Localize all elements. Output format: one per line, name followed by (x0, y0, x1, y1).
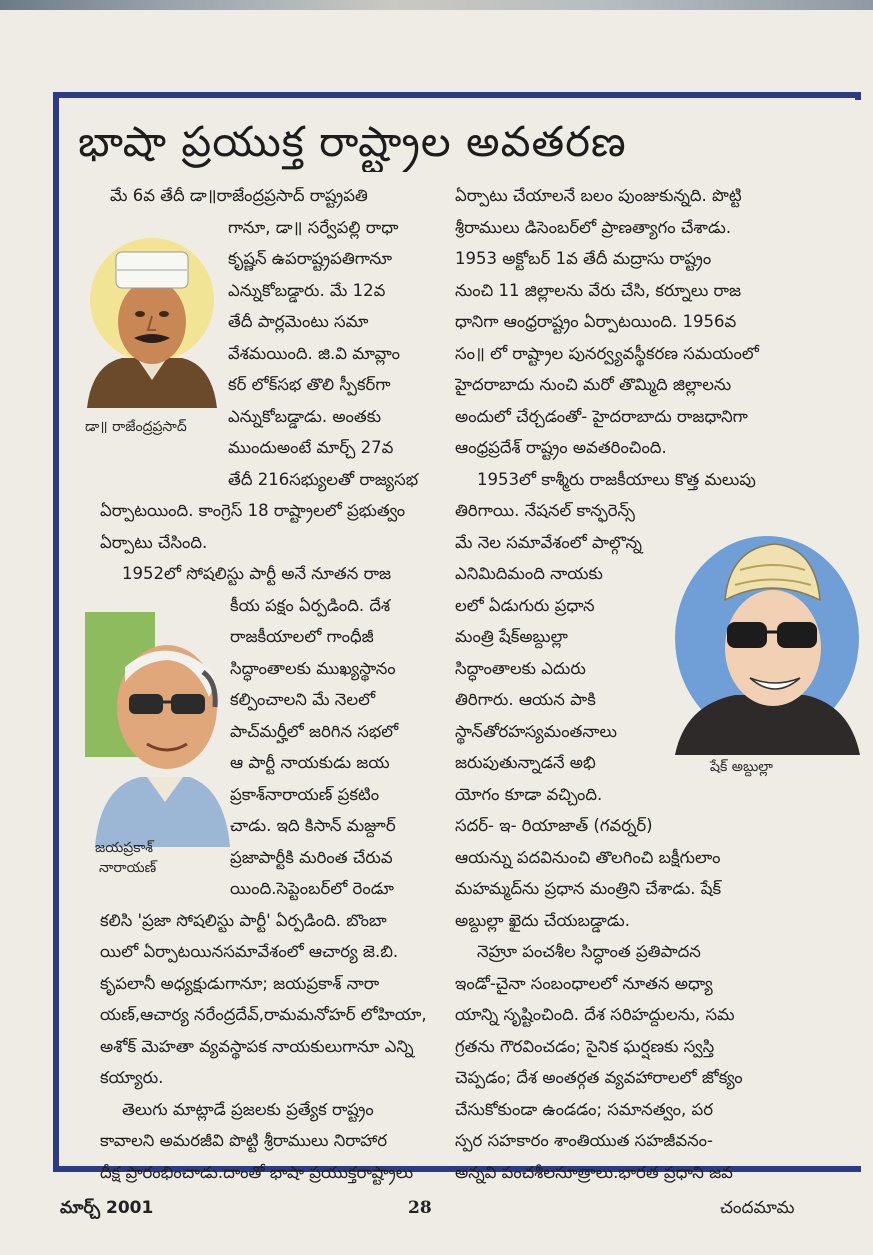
text-line: సిద్ధాంతాలకు ముఖ్యస్థానం (230, 658, 396, 678)
text-line: యోగం కూడా వచ్చింది. (455, 784, 603, 804)
text-line: జరుపుతున్నాడనే అభి (455, 753, 596, 772)
text-line: చెప్పడం; దేశ అంతర్గత వ్యవహారాలలో జోక్యం (455, 1068, 743, 1087)
right-column (455, 180, 850, 1188)
text-line: కయ్యారు. (100, 1068, 164, 1087)
text-line: ఎనిమిదిమంది నాయకు (455, 564, 603, 583)
text-line: ప్రజాపార్టీకి మరింత చేరువ (230, 847, 393, 867)
text-line: లలో ఏడుగురు ప్రధాన (455, 595, 595, 615)
text-line: అన్నవి పంచశీలసూత్రాలు.భారత ప్రధాని జవ (455, 1162, 733, 1182)
issue-date: మార్చ్ 2001 (60, 1198, 154, 1218)
text-line: ఎన్నుకోబడ్డాడు. అంతకు (228, 406, 382, 426)
jayaprakash-caption-line2: నారాయణ్ (99, 860, 157, 876)
text-line: 1953 అక్టోబర్ 1వ తేదీ మద్రాసు రాష్ట్రం (455, 249, 712, 268)
text-line: యణ్,ఆచార్య నరేంద్రదేవ్,రామమనోహర్ లోహియా, (100, 1005, 427, 1024)
text-line: కల్పించాలని మే నెలలో (230, 690, 376, 709)
magazine-name: చందమామ (720, 1198, 795, 1218)
text-line: యాన్ని సృష్టించింది. దేశ సరిహద్దులను, సమ (455, 1005, 735, 1024)
text-line: తేదీ 216సభ్యులతో రాజ్యసభ (228, 469, 419, 489)
text-line: తిరిగాయి. నేషనల్ కాన్ఫరెన్స్ (455, 501, 635, 520)
text-line: తేదీ పార్లమెంటు సమా (228, 312, 369, 331)
text-line: యింది.సెప్టెంబర్‌లో రెండూ (230, 879, 394, 898)
text-line: గానూ, డా॥ సర్వేపల్లి రాధా (228, 217, 399, 237)
text-line: చేసుకోకుండా ఉండడం; సమానత్వం, పర (455, 1099, 714, 1119)
text-line: ముందుఅంటే మార్చ్ 27వ (228, 438, 394, 457)
text-line: నెహ్రూ పంచశీల సిద్ధాంత ప్రతిపాదన (477, 942, 701, 961)
text-line: కృపలానీ అధ్యక్షుడుగానూ; జయప్రకాశ్ నారా (100, 973, 380, 993)
text-line: ఆంధ్రప్రదేశ్ రాష్ట్రం అవతరించింది. (455, 438, 667, 457)
text-line: స్థాన్‌తోరహస్యమంతనాలు (455, 721, 617, 741)
text-line: నుంచి 11 జిల్లాలను వేరు చేసి, కర్నూలు రాజ (455, 280, 742, 300)
text-line: దీక్ష ప్రారంభించాడు.దాంతో భాషా ప్రయుక్తరాష్ట్రాలు (100, 1162, 414, 1182)
text-line: అశోక్ మెహతా వ్యవస్థాపక నాయకులుగానూ ఎన్ని (100, 1036, 414, 1056)
top-photo-strip (0, 0, 873, 10)
text-line: ఇండో-చైనా సంబంధాలలో నూతన అధ్యా (455, 973, 713, 993)
text-line: ఏర్పాటు చేసింది. (100, 532, 208, 552)
text-line: ఏర్పాటు చేయాలనే బలం పుంజుకున్నది. పొట్టి (455, 186, 742, 205)
text-line: రాజకీయాలలో గాంధీజీ (230, 627, 374, 646)
text-line: సం॥ లో రాష్ట్రాల పునర్వ్యవస్థీకరణ సమయంలో (455, 343, 759, 363)
text-line: సిద్ధాంతాలకు ఎదురు (455, 658, 586, 678)
text-line: కీయ పక్షం ఏర్పడింది. దేశ (230, 595, 391, 615)
left-column (100, 180, 445, 1188)
text-line: మంత్రి షేక్‌అబ్దుల్లా (455, 627, 568, 646)
text-line: గ్రతను గౌరవించడం; సైనిక ఘర్షణకు స్వస్తి (455, 1036, 715, 1056)
text-line: యిలో ఏర్పాటయినసమావేశంలో ఆచార్య జె.బి. (100, 942, 399, 961)
text-line: మే నెల సమావేశంలో పాల్గొన్న (455, 532, 643, 552)
text-line: వేశమయింది. జి.వి మావ్లాం (228, 343, 400, 363)
text-line: సదర్- ఇ- రియాజాత్ (గవర్నర్) (455, 816, 653, 835)
text-line: కర్ లోక్‌సభ తొలి స్పీకర్‌గా (228, 375, 391, 394)
text-line: అందులో చేర్చడంతో- హైదరాబాదు రాజధానిగా (455, 406, 748, 426)
text-line: ధానిగా ఆంధ్రరాష్ట్రం ఏర్పాటయింది. 1956వ (455, 312, 737, 331)
text-line: ఆయన్ను పదవినుంచి తొలగించి బక్షీగులాం (455, 847, 721, 867)
page-number: 28 (408, 1198, 432, 1218)
text-line: చాడు. ఇది కిసాన్ మజ్దూర్ (230, 816, 396, 835)
text-line: ఆ పార్టీ నాయకుడు జయ (230, 753, 390, 772)
text-line: శ్రీరాములు డిసెంబర్‌లో ప్రాణత్యాగం చేశాడు. (455, 217, 732, 237)
text-line: కలిసి 'ప్రజా సోషలిస్టు పార్టీ' ఏర్పడింది. బొంబా (100, 910, 387, 930)
text-line: అబ్దుల్లా ఖైదు చేయబడ్డాడు. (455, 910, 630, 930)
text-line: తిరిగారు. ఆయన పాకి (455, 690, 596, 709)
text-line: 1953లో కాశ్మీరు రాజకీయాలు కొత్త మలుపు (477, 469, 756, 489)
sheikh-abdullah-caption: షేక్ అబ్దుల్లా (710, 759, 773, 775)
text-line: కావాలని అమరజీవి పొట్టి శ్రీరాములు నిరాహార (100, 1131, 388, 1150)
text-line: హైదరాబాదు నుంచి మరో తొమ్మిది జిల్లాలను (455, 375, 732, 394)
text-line: ప్రకాశ్‌నారాయణ్ ప్రకటిం (230, 784, 380, 804)
article-frame-corner (855, 92, 861, 100)
text-line: మే 6వ తేదీ డా॥రాజేంద్రప్రసాద్ రాష్ట్రపతి (110, 186, 368, 205)
jayaprakash-caption-line1: జయప్రకాశ్ (95, 840, 153, 856)
text-line: కృష్ణన్ ఉపరాష్ట్రపతిగానూ (228, 249, 393, 268)
text-line: 1952లో సోషలిస్టు పార్టీ అనే నూతన రాజ (122, 564, 392, 583)
text-line: పాచ్‌మర్హీలో జరిగిన సభలో (230, 721, 399, 741)
text-line: తెలుగు మాట్లాడే ప్రజలకు ప్రత్యేక రాష్ట్రం (122, 1099, 374, 1119)
article-title: భాషా ప్రయుక్త రాష్ట్రాల అవతరణ (78, 117, 627, 166)
text-line: ఎన్నుకోబడ్డారు. మే 12వ (228, 280, 386, 300)
text-line: ఏర్పాటయింది. కాంగ్రెస్ 18 రాష్ట్రాలలో ప్రభుత్వం (100, 501, 406, 520)
text-line: స్పర సహకారం శాంతియుత సహజీవనం- (455, 1131, 714, 1150)
text-line: మహమ్మద్‌ను ప్రధాన మంత్రిని చేశాడు. షేక్ (455, 879, 722, 898)
rajendra-prasad-caption: డా॥ రాజేంద్రప్రసాద్ (85, 419, 187, 435)
